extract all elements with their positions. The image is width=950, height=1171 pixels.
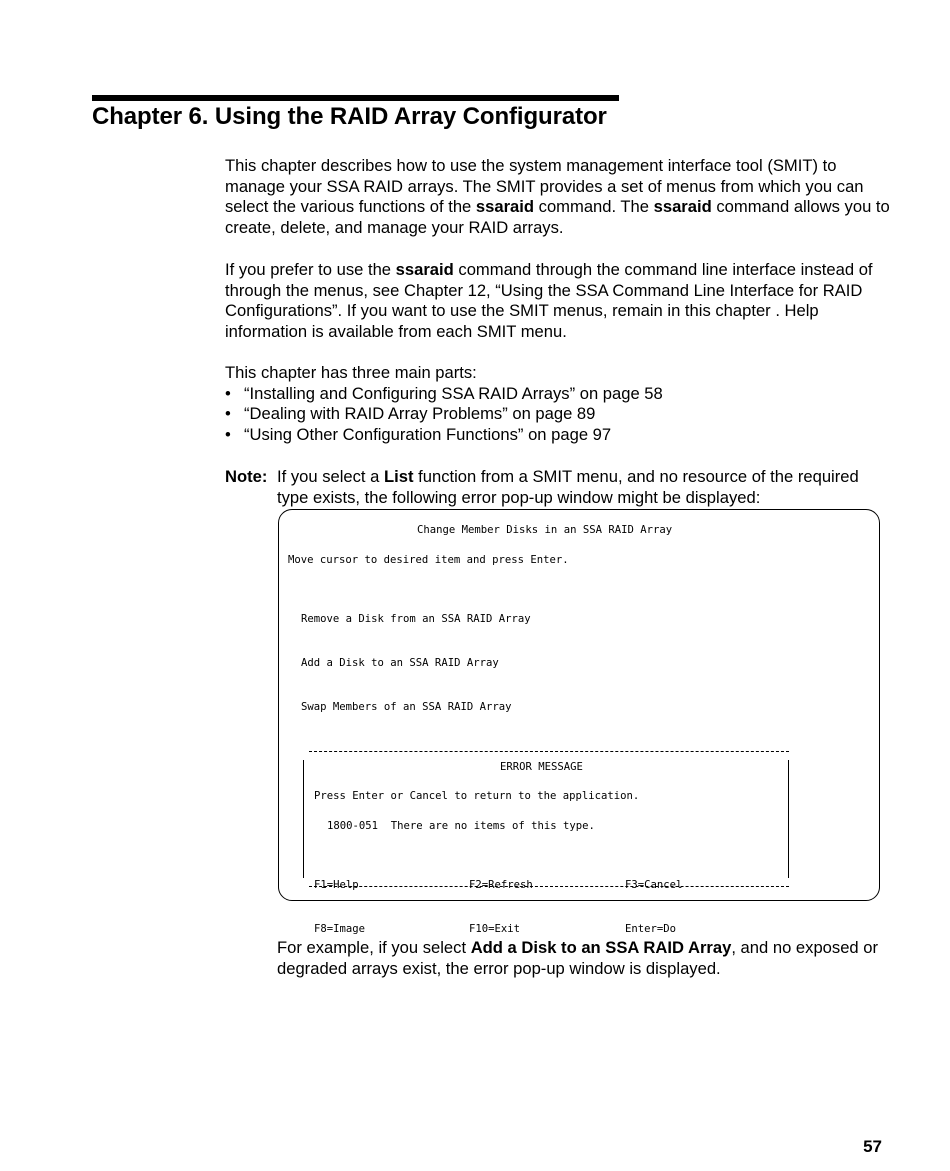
menu-item-reference: Add a Disk to an SSA RAID Array xyxy=(470,938,732,957)
smit-screen xyxy=(278,509,880,935)
p2-text-c: command through the command line interface instead of through the menus, see Chapter 12, “Using the SSA Command Line Interface for RAID Configurations”. If you want to use the SMIT menus, remain in this chapter . Help information is available from each SMIT menu. xyxy=(225,260,873,341)
list-item[interactable] xyxy=(225,404,890,425)
popup-top-border xyxy=(309,751,789,752)
part-link[interactable]: “Dealing with RAID Array Problems” on page 89 xyxy=(244,404,596,423)
f10-exit-key[interactable]: F10=Exit xyxy=(469,922,521,935)
smit-menu-item-remove-disk[interactable]: Remove a Disk from an SSA RAID Array xyxy=(301,612,531,625)
p1-text-c: command. The xyxy=(534,197,654,216)
intro-paragraph-2 xyxy=(225,260,890,342)
f2-refresh-key[interactable]: F2=Refresh xyxy=(469,878,533,891)
note-label: Note: xyxy=(225,467,268,486)
error-message: Press Enter or Cancel to return to the application. xyxy=(314,790,640,802)
chapter-title: Chapter 6. Using the RAID Array Configurator xyxy=(92,103,607,130)
list-term: List xyxy=(384,467,414,486)
part-link[interactable]: “Using Other Configuration Functions” on page 97 xyxy=(244,424,612,444)
intro-paragraph-3 xyxy=(225,363,890,445)
command-name: ssaraid xyxy=(475,197,535,216)
command-name: ssaraid xyxy=(653,197,712,216)
f1-help-key[interactable]: F1=Help xyxy=(314,878,359,891)
part-link[interactable]: “Installing and Configuring SSA RAID Arrays” on page 58 xyxy=(244,383,663,403)
smit-menu-title: Change Member Disks in an SSA RAID Array xyxy=(417,524,673,536)
p1-text-a: This chapter describes how to use the system management interface tool (SMIT) to manage your SSA RAID arrays. The SMIT provides a set of menus from which you can select the various functions of the xyxy=(225,156,864,216)
command-name: ssaraid xyxy=(395,260,454,279)
smit-menu-item-swap-members[interactable]: Swap Members of an SSA RAID Array xyxy=(301,701,512,714)
list-item[interactable] xyxy=(225,425,890,446)
list-item[interactable] xyxy=(225,384,890,405)
parts-list xyxy=(225,384,890,446)
popup-bottom-border xyxy=(309,886,789,887)
example-text-c: , and no exposed or degraded arrays exist, the error pop-up window is displayed. xyxy=(277,938,879,978)
chapter-rule xyxy=(92,95,619,101)
f3-cancel-key[interactable]: F3=Cancel xyxy=(625,878,683,891)
example-paragraph xyxy=(277,938,890,979)
error-popup xyxy=(302,750,789,935)
smit-menu-item-add-disk[interactable]: Add a Disk to an SSA RAID Array xyxy=(301,656,499,669)
popup-left-border xyxy=(303,760,304,878)
parts-intro: This chapter has three main parts: xyxy=(225,363,477,382)
note xyxy=(225,467,890,508)
example-text-a: For example, if you select xyxy=(277,938,471,957)
note-text-a: If you select a xyxy=(277,467,384,486)
p2-text-a: If you prefer to use the xyxy=(225,260,396,279)
note-text xyxy=(277,467,890,508)
page-number: 57 xyxy=(863,1137,882,1156)
note-text-c: function from a SMIT menu, and no resource of the required type exists, the following error pop-up window might be displayed: xyxy=(277,467,859,507)
error-title: ERROR MESSAGE xyxy=(500,761,583,773)
smit-menu-items xyxy=(301,582,531,745)
bullet-icon: • xyxy=(225,424,231,444)
f8-image-key[interactable]: F8=Image xyxy=(314,922,366,935)
error-code-line: 1800-051 There are no items of this type. xyxy=(327,820,595,832)
p1-text-e: command allows you to create, delete, and manage your RAID arrays. xyxy=(225,197,890,237)
popup-right-border xyxy=(788,760,789,878)
intro-paragraph-1 xyxy=(225,156,890,238)
bullet-icon: • xyxy=(225,404,231,423)
bullet-icon: • xyxy=(225,383,231,403)
smit-instruction: Move cursor to desired item and press Enter. xyxy=(288,554,569,566)
enter-do-key[interactable]: Enter=Do xyxy=(625,922,677,935)
